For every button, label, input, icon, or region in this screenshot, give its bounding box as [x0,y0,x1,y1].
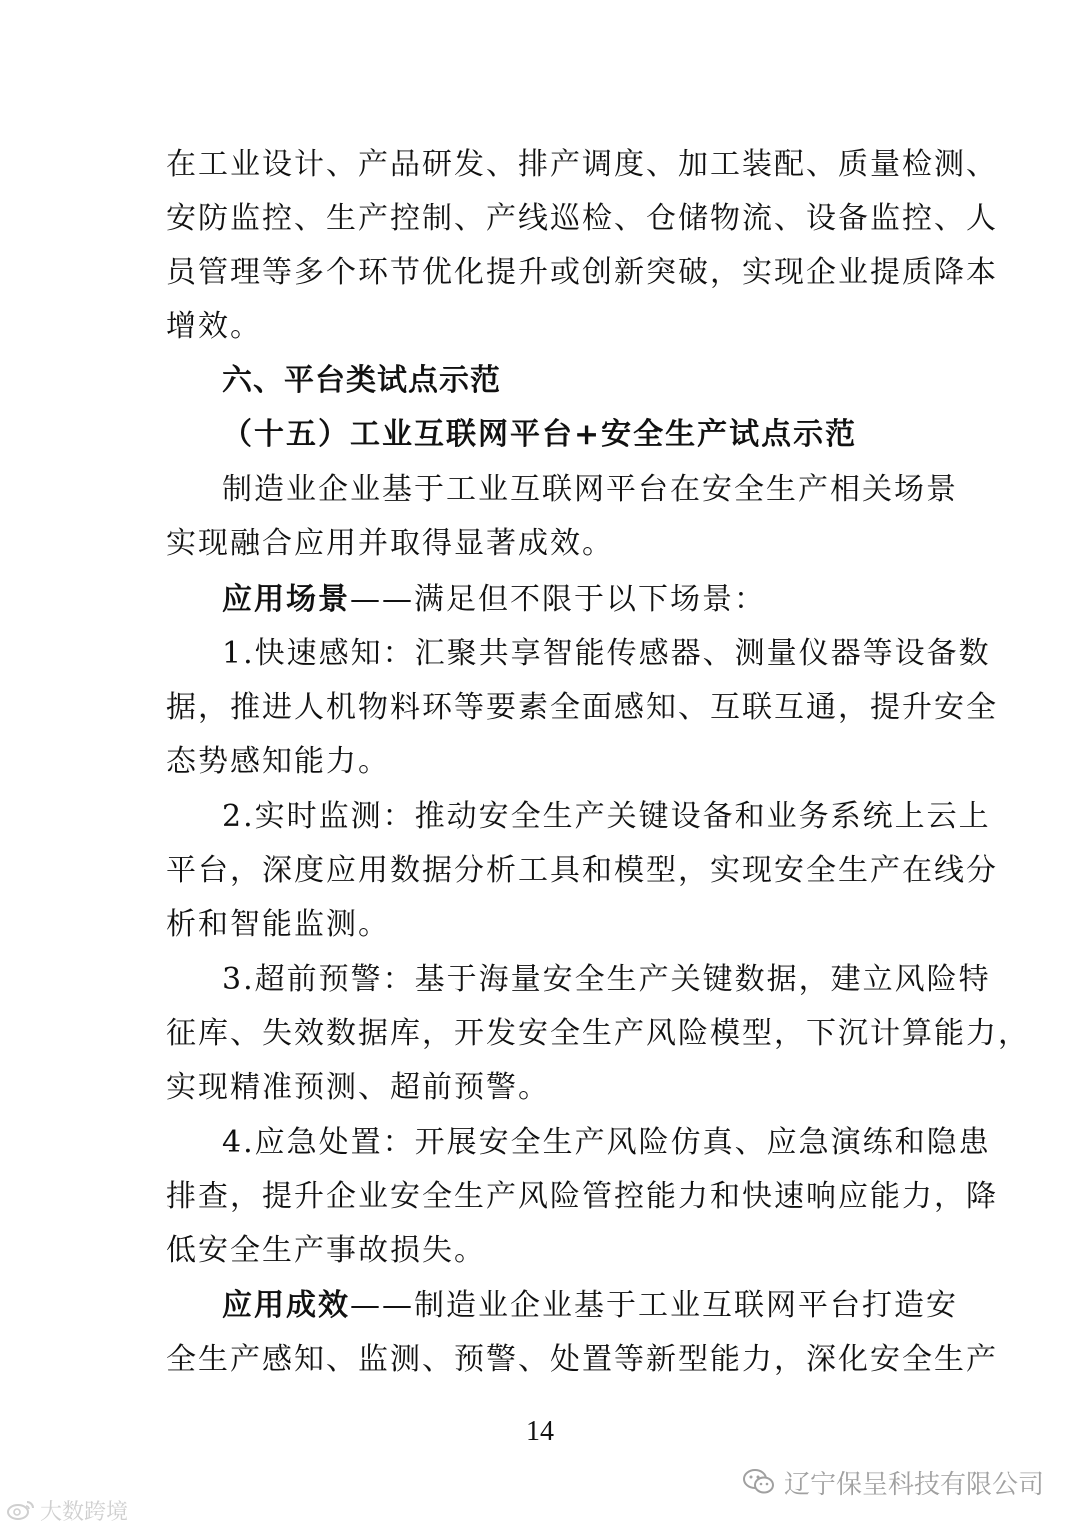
item3-line-2: 征库、失效数据库，开发安全生产风险模型，下沉计算能力， [166,1016,1030,1051]
corner-brand-watermark [6,1496,128,1524]
scenarios-text: ——满足但不限于以下场景： [350,582,766,617]
body-line-2: 安防监控、生产控制、产线巡检、仓储物流、设备监控、人 [166,201,998,236]
item1-line-1: 1.快速感知：汇聚共享智能传感器、测量仪器等设备数 [222,636,991,671]
intro-line-2: 实现融合应用并取得显著成效。 [166,526,614,561]
item1-line-3: 态势感知能力。 [166,744,390,779]
wechat-account-name: 辽宁保呈科技有限公司 [783,1469,1044,1500]
wechat-icon [742,1467,776,1497]
item4-line-2: 排查，提升企业安全生产风险管控能力和快速响应能力，降 [166,1179,998,1214]
item3-line-3: 实现精准预测、超前预警。 [166,1070,550,1105]
subsection-heading: （十五）工业互联网平台+安全生产试点示范 [222,417,858,452]
scenarios-label: 应用场景 [222,582,350,617]
effects-line-2: 全生产感知、监测、预警、处置等新型能力，深化安全生产 [166,1342,998,1377]
body-line-4: 增效。 [166,309,262,344]
item3-line-1: 3.超前预警：基于海量安全生产关键数据，建立风险特 [222,962,991,997]
item1-line-2: 据，推进人机物料环等要素全面感知、互联互通，提升安全 [166,690,998,725]
intro-line-1: 制造业企业基于工业互联网平台在安全生产相关场景 [222,472,958,507]
section-heading: 六、平台类试点示范 [222,363,501,398]
scenarios-paragraph [222,580,926,620]
item2-line-3: 析和智能监测。 [166,907,390,942]
item4-line-1: 4.应急处置：开展安全生产风险仿真、应急演练和隐患 [222,1125,991,1160]
effects-paragraph [222,1286,958,1326]
body-line-1: 在工业设计、产品研发、排产调度、加工装配、质量检测、 [166,147,998,182]
page-number: 14 [526,1416,554,1447]
corner-brand-name: 大数跨境 [40,1499,129,1525]
item4-line-3: 低安全生产事故损失。 [166,1233,486,1268]
weibo-icon [6,1499,36,1521]
body-line-3: 员管理等多个环节优化提升或创新突破，实现企业提质降本 [166,255,998,290]
item2-line-1: 2.实时监测：推动安全生产关键设备和业务系统上云上 [222,799,991,834]
wechat-account-watermark [742,1464,1044,1500]
item2-line-2: 平台，深度应用数据分析工具和模型，实现安全生产在线分 [166,853,998,888]
effects-text: ——制造业企业基于工业互联网平台打造安 [350,1288,958,1323]
effects-label: 应用成效 [222,1288,350,1323]
